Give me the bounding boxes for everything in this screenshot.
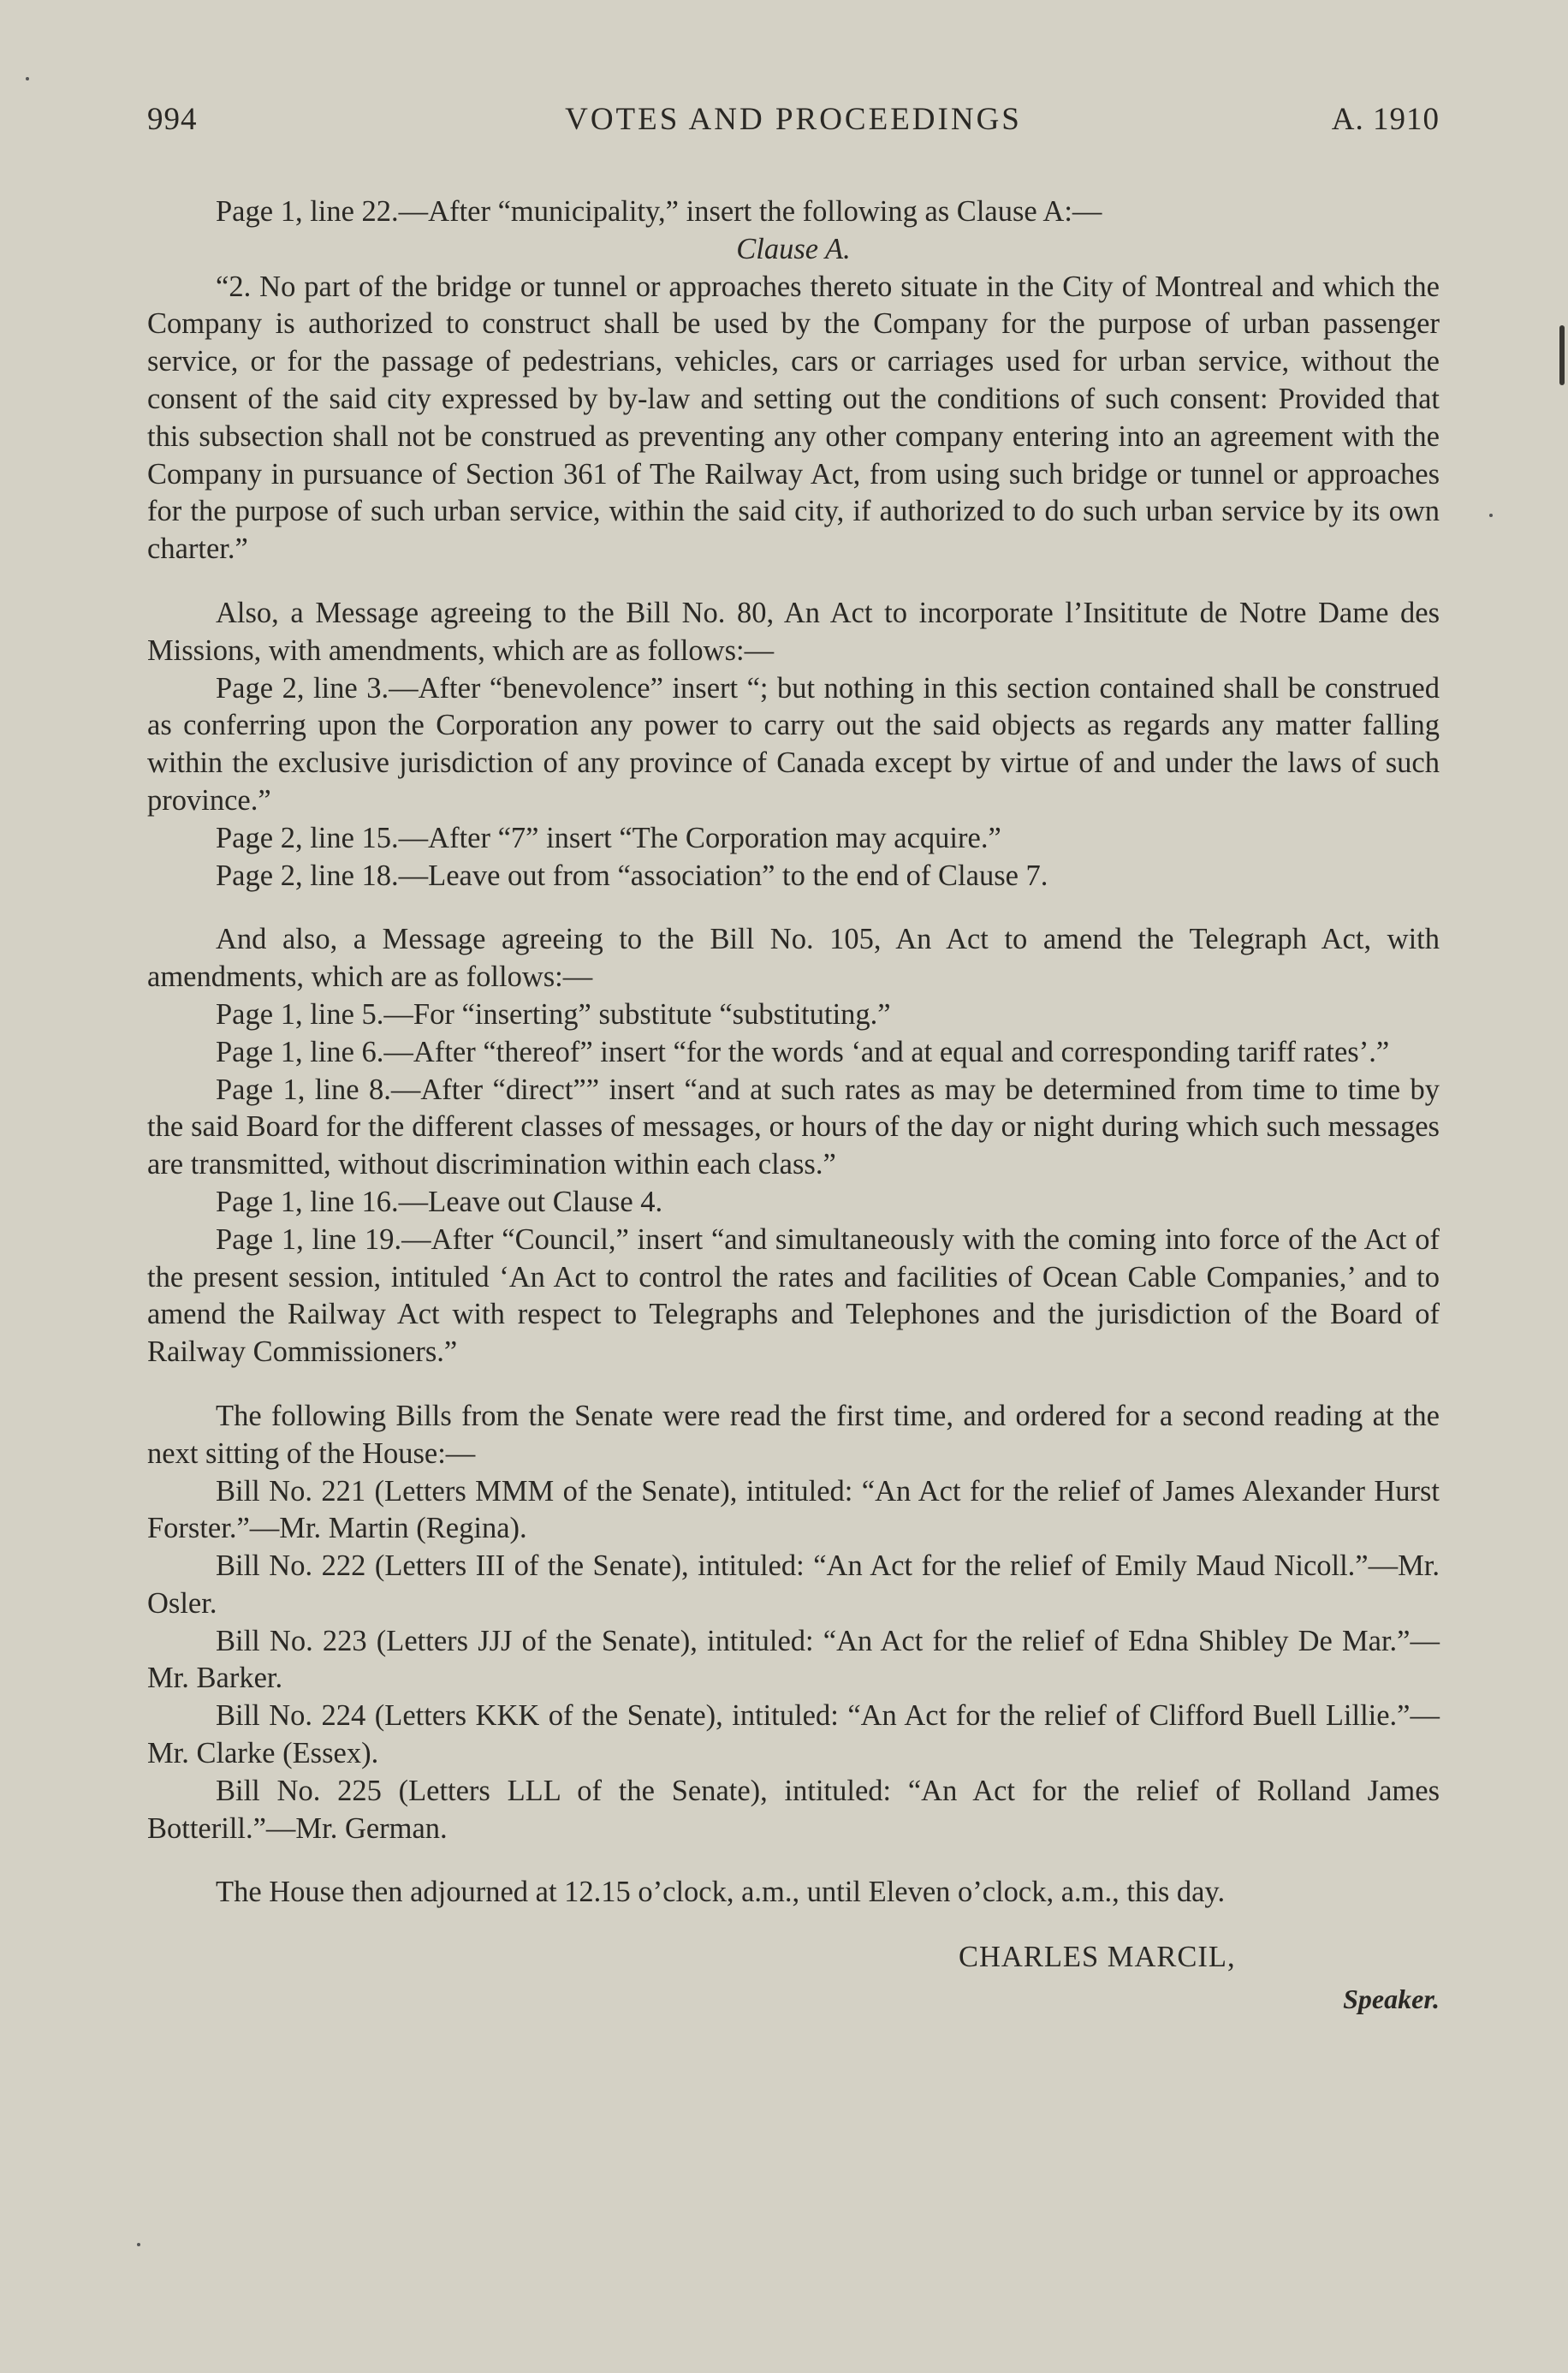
paper-speck — [137, 2243, 140, 2246]
page-header — [147, 89, 1440, 140]
signature-block — [147, 1941, 1440, 2035]
body-text — [147, 193, 1440, 1912]
running-title: VOTES AND PROCEEDINGS — [565, 102, 1022, 137]
speaker-title: Speaker. — [1343, 1983, 1440, 2015]
amendment-paragraph: Page 2, line 3.—After “benevolence” insert “; but nothing in this section contained shall be construed as conferring upon the Corporation any power to carry out the said objects as regards any matter falling within the exclusive jurisdiction of any province of Canada except by virtue of and under the laws of such province.” — [147, 671, 1440, 817]
paper-speck — [1489, 514, 1493, 517]
clause-heading: Clause A. — [736, 232, 851, 265]
bills-intro-paragraph: The following Bills from the Senate were read the first time, and ordered for a second reading at the next sitting of the House:— — [147, 1399, 1440, 1470]
clause-text: “2. No part of the bridge or tunnel or approaches thereto situate in the City of Montreal and which the Company is authorized to construct shall be used by the Company for the purpose of urban passenger service, or for the passage of pedestrians, vehicles, cars or carriages used for urban service, without the consent of the said city expressed by by-law and setting out the conditions of such consent: Provided that this subsection shall not be construed as preventing any other company entering into an agreement with the Company in pursuance of Section 361 of The Railway Act, from using such bridge or tunnel or approaches for the purpose of such urban service, within the said city, if authorized to do such urban service by its own charter.” — [147, 270, 1440, 566]
bill-entry: Bill No. 222 (Letters III of the Senate), intituled: “An Act for the relief of Emily Maud Nicoll.”—Mr. Osler. — [147, 1549, 1440, 1620]
page-edge-mark — [1559, 325, 1565, 385]
adjournment-paragraph: The House then adjourned at 12.15 o’clock, a.m., until Eleven o’clock, a.m., this day. — [216, 1876, 1226, 1909]
bill-entry: Bill No. 223 (Letters JJJ of the Senate), intituled: “An Act for the relief of Edna Shibley De Mar.”—Mr. Barker. — [147, 1624, 1440, 1695]
page-number: 994 — [147, 102, 198, 137]
bill-entry: Bill No. 225 (Letters LLL of the Senate), intituled: “An Act for the relief of Rolland James Botterill.”—Mr. German. — [147, 1774, 1440, 1845]
amendment-paragraph: Page 2, line 15.—After “7” insert “The Corporation may acquire.” — [216, 821, 1001, 854]
speaker-name: CHARLES MARCIL, — [959, 1941, 1236, 1974]
amendment-paragraph: Page 1, line 22.—After “municipality,” insert the following as Clause A:— — [216, 195, 1102, 228]
amendment-paragraph: Page 1, line 6.—After “thereof” insert “for the words ‘and at equal and corresponding tariff rates’.” — [216, 1035, 1390, 1068]
paper-speck — [26, 77, 29, 80]
amendment-paragraph: Page 1, line 8.—After “direct”” insert “and at such rates as may be determined from time to time by the said Board for the different classes of messages, or hours of the day or night during which such messages are transmitted, without discrimination within each class.” — [147, 1073, 1440, 1181]
year-label: A. 1910 — [1331, 102, 1440, 137]
amendment-paragraph: Page 1, line 5.—For “inserting” substitute “substituting.” — [216, 997, 891, 1031]
amendment-paragraph: Page 2, line 18.—Leave out from “association” to the end of Clause 7. — [216, 859, 1048, 892]
message-paragraph: Also, a Message agreeing to the Bill No. 80, An Act to incorporate l’Insititute de Notre Dame des Missions, with amendments, which are as follows:— — [147, 596, 1440, 667]
bill-entry: Bill No. 224 (Letters KKK of the Senate), intituled: “An Act for the relief of Clifford Buell Lillie.”—Mr. Clarke (Essex). — [147, 1699, 1440, 1770]
document-page — [147, 89, 1440, 2035]
amendment-paragraph: Page 1, line 19.—After “Council,” insert “and simultaneously with the coming into force of the Act of the present session, intituled ‘An Act to control the rates and facilities of Ocean Cable Companies,’ and to amend the Railway Act with respect to Telegraphs and Telephones and the jurisdiction of the Board of Railway Commissioners.” — [147, 1222, 1440, 1369]
amendment-paragraph: Page 1, line 16.—Leave out Clause 4. — [216, 1185, 663, 1218]
message-paragraph: And also, a Message agreeing to the Bill No. 105, An Act to amend the Telegraph Act, with amendments, which are as follows:— — [147, 923, 1440, 994]
bill-entry: Bill No. 221 (Letters MMM of the Senate), intituled: “An Act for the relief of James Alexander Hurst Forster.”—Mr. Martin (Regina). — [147, 1474, 1440, 1545]
